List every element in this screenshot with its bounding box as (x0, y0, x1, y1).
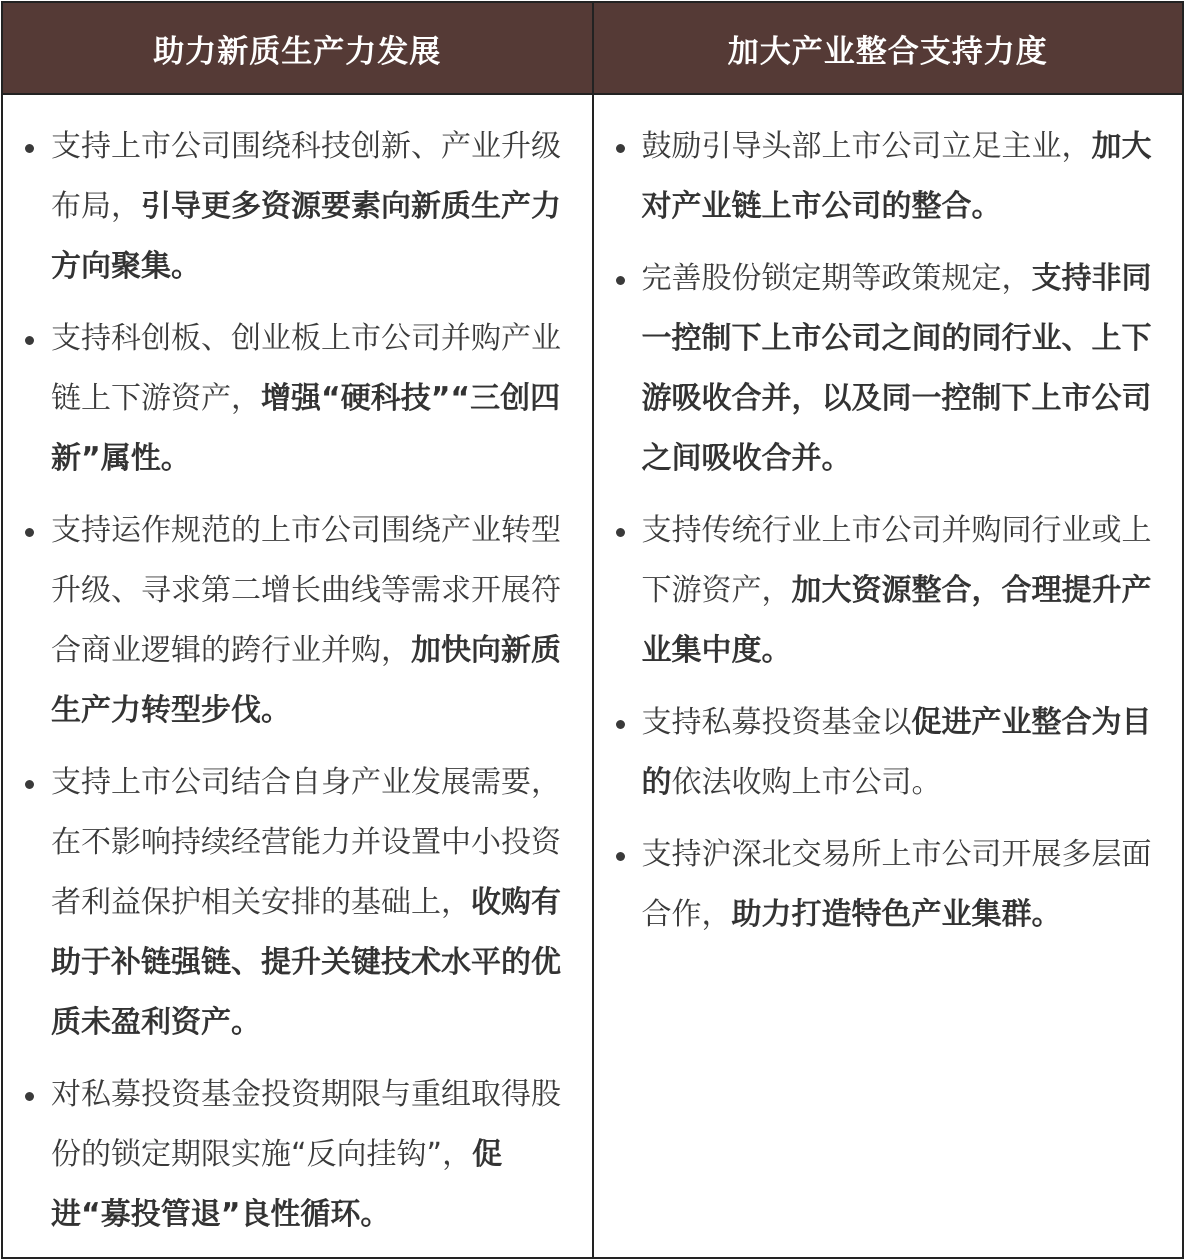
list-item (614, 825, 1163, 945)
bullet-icon (25, 144, 34, 153)
list-item (614, 693, 1163, 813)
item-text: 鼓励引导头部上市公司立足主业， (641, 129, 1092, 164)
emphasized-text: 加大资源整合，合理提升产业集中度。 (641, 573, 1152, 668)
emphasized-text: 增强“硬科技”“三创四新”属性。 (51, 381, 561, 476)
item-text: 对私募投资基金投资期限与重组取得股份的锁定期限实施“反向挂钩”， (51, 1077, 561, 1172)
bullet-icon (25, 528, 34, 537)
item-text: 支持运作规范的上市公司围绕产业转型升级、寻求第二增长曲线等需求开展符合商业逻辑的跨行业并购， (51, 513, 561, 668)
bullet-icon (616, 528, 625, 537)
emphasized-text: 加快向新质生产力转型步伐。 (51, 633, 561, 728)
bullet-list (23, 117, 572, 1245)
item-text: 支持上市公司结合自身产业发展需要，在不影响持续经营能力并设置中小投资者利益保护相关安排的基础上， (51, 765, 561, 920)
column-header-new-productivity: 助力新质生产力发展 (2, 2, 593, 94)
item-text: 完善股份锁定期等政策规定， (641, 261, 1032, 296)
bullet-icon (616, 720, 625, 729)
item-text: 支持上市公司围绕科技创新、产业升级布局， (51, 129, 561, 224)
emphasized-text: 收购有助于补链强链、提升关键技术水平的优质未盈利资产。 (51, 885, 561, 1040)
bullet-icon (616, 276, 625, 285)
column-cell-right (593, 94, 1184, 1258)
emphasized-text: 支持非同一控制下上市公司之间的同行业、上下游吸收合并，以及同一控制下上市公司之间吸收合并。 (641, 261, 1152, 476)
list-item (23, 1065, 572, 1245)
column-header-industry-integration: 加大产业整合支持力度 (593, 2, 1184, 94)
item-text: 依法收购上市公司。 (671, 765, 942, 800)
item-text: 支持私募投资基金以 (641, 705, 912, 740)
emphasized-text: 加大对产业链上市公司的整合。 (641, 129, 1152, 224)
emphasized-text: 引导更多资源要素向新质生产力方向聚集。 (51, 189, 561, 284)
emphasized-text: 促进“募投管退”良性循环。 (51, 1137, 503, 1232)
column-cell-left (2, 94, 593, 1258)
policy-table (1, 1, 1184, 1259)
list-item (23, 753, 572, 1053)
item-text: 支持传统行业上市公司并购同行业或上下游资产， (641, 513, 1152, 608)
emphasized-text: 助力打造特色产业集群。 (731, 897, 1062, 932)
bullet-icon (616, 852, 625, 861)
list-item (614, 249, 1163, 489)
bullet-icon (616, 144, 625, 153)
list-item (23, 117, 572, 297)
bullet-list (614, 117, 1163, 945)
list-item (614, 501, 1163, 681)
list-item (23, 501, 572, 741)
emphasized-text: 促进产业整合为目的 (641, 705, 1152, 800)
bullet-icon (25, 336, 34, 345)
bullet-icon (25, 1092, 34, 1101)
list-item (614, 117, 1163, 237)
list-item (23, 309, 572, 489)
item-text: 支持沪深北交易所上市公司开展多层面合作， (641, 837, 1152, 932)
item-text: 支持科创板、创业板上市公司并购产业链上下游资产， (51, 321, 561, 416)
bullet-icon (25, 780, 34, 789)
